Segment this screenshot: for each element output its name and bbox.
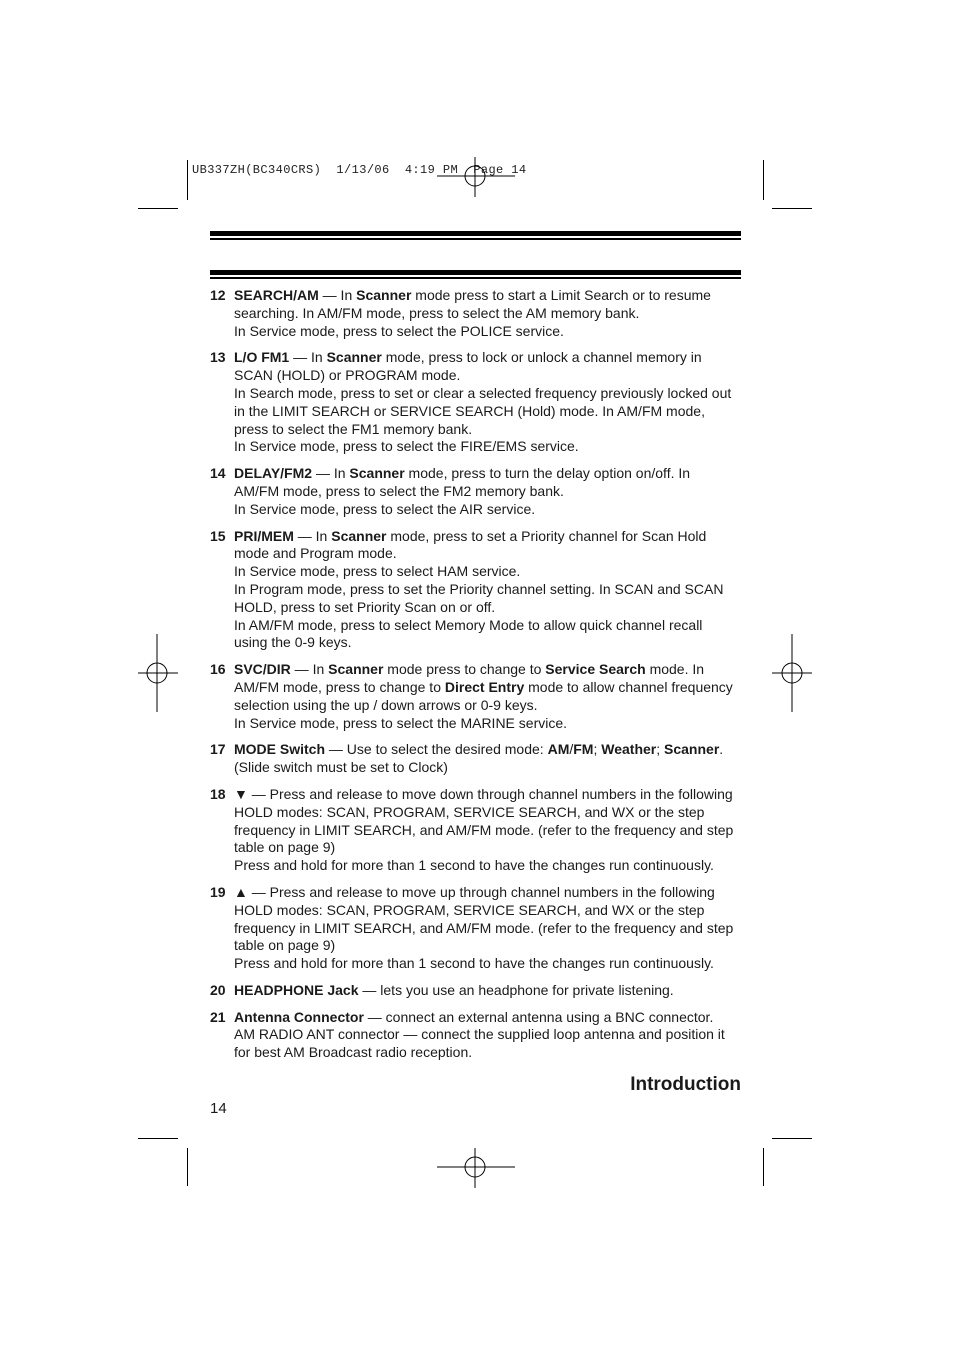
text-run: — In — [290, 661, 329, 678]
list-item — [210, 884, 738, 973]
item-paragraph — [234, 501, 738, 519]
list-item — [210, 287, 738, 340]
text-run: — connect an external antenna using a BNC connector. — [363, 1008, 714, 1025]
control-name: FM — [573, 741, 594, 758]
text-run: ; — [593, 741, 602, 758]
crop-mark — [187, 1148, 188, 1186]
control-name: L/O FM1 — [234, 349, 290, 366]
item-description — [234, 1009, 738, 1062]
item-description — [234, 786, 738, 875]
text-run: mode to allow channel frequency selection using the up / down arrows or 0-9 keys. — [234, 678, 733, 713]
control-name: MODE Switch — [234, 741, 326, 758]
text-run: mode press to start a Limit Search or to resume searching. In AM/FM mode, press to select the AM memory bank. — [234, 287, 711, 321]
control-name: Service Search — [545, 661, 646, 678]
item-paragraph — [234, 323, 738, 341]
text-run: mode, press to turn the delay option on/off. In AM/FM mode, press to select the FM2 memory bank. — [234, 465, 691, 499]
control-name: AM — [547, 741, 570, 758]
item-description — [234, 528, 738, 653]
item-description — [234, 661, 738, 732]
text-run: In Service mode, press to select the MARINE service. — [234, 714, 568, 731]
print-slug: UB337ZH(BC340CRS) 1/13/06 4:19 PM Page 14 — [192, 163, 527, 177]
list-item — [210, 786, 738, 875]
item-paragraph — [234, 528, 738, 564]
item-paragraph — [234, 715, 738, 733]
item-paragraph — [234, 857, 738, 875]
control-name: SVC/DIR — [234, 661, 291, 678]
item-paragraph — [234, 1026, 738, 1062]
item-paragraph — [234, 786, 738, 857]
text-run: . (Slide switch must be set to Clock) — [234, 741, 724, 776]
text-run: In AM/FM mode, press to select Memory Mode to allow quick channel recall using the 0-9 keys. — [234, 616, 703, 651]
control-name: HEADPHONE Jack — [234, 981, 359, 998]
control-name: Scanner — [328, 661, 384, 678]
control-name: Scanner — [349, 465, 405, 482]
item-paragraph — [234, 982, 738, 1000]
crop-mark — [138, 208, 178, 209]
control-name: PRI/MEM — [234, 527, 294, 544]
item-number: 20 — [210, 981, 226, 998]
item-number: 13 — [210, 349, 226, 366]
item-number: 21 — [210, 1008, 226, 1025]
text-run: — In — [312, 465, 350, 482]
text-run: — Press and release to move up through channel numbers in the following HOLD modes: SCAN, PROGRAM, SERVICE SEARCH, and WX or the step frequency in LIMIT SEARCH, and AM/FM mode. (refer to the frequency and step table on page 9) — [234, 883, 734, 954]
item-description — [234, 287, 738, 340]
text-run: — In — [318, 287, 357, 303]
text-run: ; — [656, 741, 665, 758]
control-name: Scanner — [331, 527, 387, 544]
item-description — [234, 884, 738, 973]
item-paragraph — [234, 1009, 738, 1027]
control-name: ▲ — [234, 883, 248, 900]
control-name: Antenna Connector — [234, 1008, 364, 1025]
control-name: DELAY/FM2 — [234, 465, 313, 482]
text-run: — In — [289, 349, 327, 366]
control-name: Scanner — [356, 287, 412, 303]
control-name: ▼ — [234, 785, 248, 802]
item-paragraph — [234, 741, 738, 777]
text-run: mode. In AM/FM mode, press to change to — [234, 661, 705, 695]
item-description — [234, 465, 738, 518]
section-rule-thin — [210, 277, 741, 279]
item-paragraph — [234, 661, 738, 714]
crop-mark — [763, 160, 764, 200]
text-run: In Service mode, press to select the FIRE/EMS service. — [234, 438, 579, 455]
list-item — [210, 741, 738, 777]
item-description — [234, 741, 738, 777]
item-paragraph — [234, 563, 738, 581]
item-number: 16 — [210, 661, 226, 678]
text-run: mode, press to lock or unlock a channel memory in SCAN (HOLD) or PROGRAM mode. — [234, 349, 702, 384]
crop-mark — [187, 160, 188, 200]
item-number: 15 — [210, 527, 226, 544]
item-paragraph — [234, 349, 738, 385]
control-name: Scanner — [326, 349, 382, 366]
text-run: In Service mode, press to select the POLICE service. — [234, 322, 564, 339]
text-run: mode, press to set a Priority channel for Scan Hold mode and Program mode. — [234, 527, 707, 562]
crop-mark — [763, 1148, 764, 1186]
text-run: Press and hold for more than 1 second to have the changes run continuously. — [234, 857, 714, 874]
control-name: Scanner — [664, 741, 720, 758]
text-run: mode press to change to — [383, 661, 546, 678]
item-paragraph — [234, 438, 738, 456]
item-paragraph — [234, 955, 738, 973]
item-description — [234, 349, 738, 456]
text-run: — Use to select the desired mode: — [325, 741, 548, 758]
header-rule-thin — [210, 238, 741, 240]
text-run: AM RADIO ANT connector — connect the supplied loop antenna and position it for best AM Broadcast radio reception. — [234, 1026, 725, 1061]
section-rule — [210, 270, 741, 275]
item-paragraph — [234, 617, 738, 653]
control-name: SEARCH/AM — [234, 287, 319, 303]
list-item — [210, 349, 738, 456]
list-item — [210, 465, 738, 518]
item-number: 14 — [210, 465, 226, 482]
text-run: In Service mode, press to select the AIR service. — [234, 500, 536, 517]
text-run: / — [569, 741, 574, 758]
page-number: 14 — [210, 1100, 227, 1117]
list-item — [210, 982, 738, 1000]
text-run: In Search mode, press to set or clear a selected frequency previously locked out in the LIMIT SEARCH or SERVICE SEARCH (Hold) mode. In AM/FM mode, press to select the FM1 memory bank. — [234, 384, 732, 437]
list-item — [210, 661, 738, 732]
item-number: 19 — [210, 883, 226, 900]
text-run: In Service mode, press to select HAM service. — [234, 563, 521, 580]
registration-mark-right-icon — [772, 634, 812, 712]
item-number: 18 — [210, 785, 226, 802]
crop-mark — [772, 1138, 812, 1139]
list-item — [210, 1009, 738, 1062]
control-name: Weather — [601, 741, 657, 758]
crop-mark — [772, 208, 812, 209]
registration-mark-bottom-icon — [437, 1148, 515, 1188]
text-run: — In — [293, 527, 332, 544]
section-title: Introduction — [630, 1074, 741, 1095]
text-run: In Program mode, press to set the Priority channel setting. In SCAN and SCAN HOLD, press to set Priority Scan on or off. — [234, 580, 724, 615]
item-paragraph — [234, 287, 738, 323]
registration-mark-left-icon — [138, 634, 178, 712]
text-run: — lets you use an headphone for private listening. — [358, 981, 674, 998]
item-description — [234, 982, 738, 1000]
registration-mark-top-icon — [437, 157, 515, 197]
control-name: Direct Entry — [444, 678, 525, 695]
item-paragraph — [234, 581, 738, 617]
text-run: Press and hold for more than 1 second to have the changes run continuously. — [234, 955, 714, 972]
item-paragraph — [234, 385, 738, 438]
item-number: 17 — [210, 741, 226, 758]
text-run: — Press and release to move down through channel numbers in the following HOLD modes: SCAN, PROGRAM, SERVICE SEARCH, and WX or the step frequency in LIMIT SEARCH, and AM/FM mode. (refer to the frequency and step table on page 9) — [234, 785, 734, 856]
header-rule — [210, 231, 741, 236]
list-item — [210, 528, 738, 653]
feature-list — [210, 287, 738, 1071]
item-paragraph — [234, 465, 738, 501]
item-number: 12 — [210, 287, 226, 303]
item-paragraph — [234, 884, 738, 955]
crop-mark — [138, 1138, 178, 1139]
